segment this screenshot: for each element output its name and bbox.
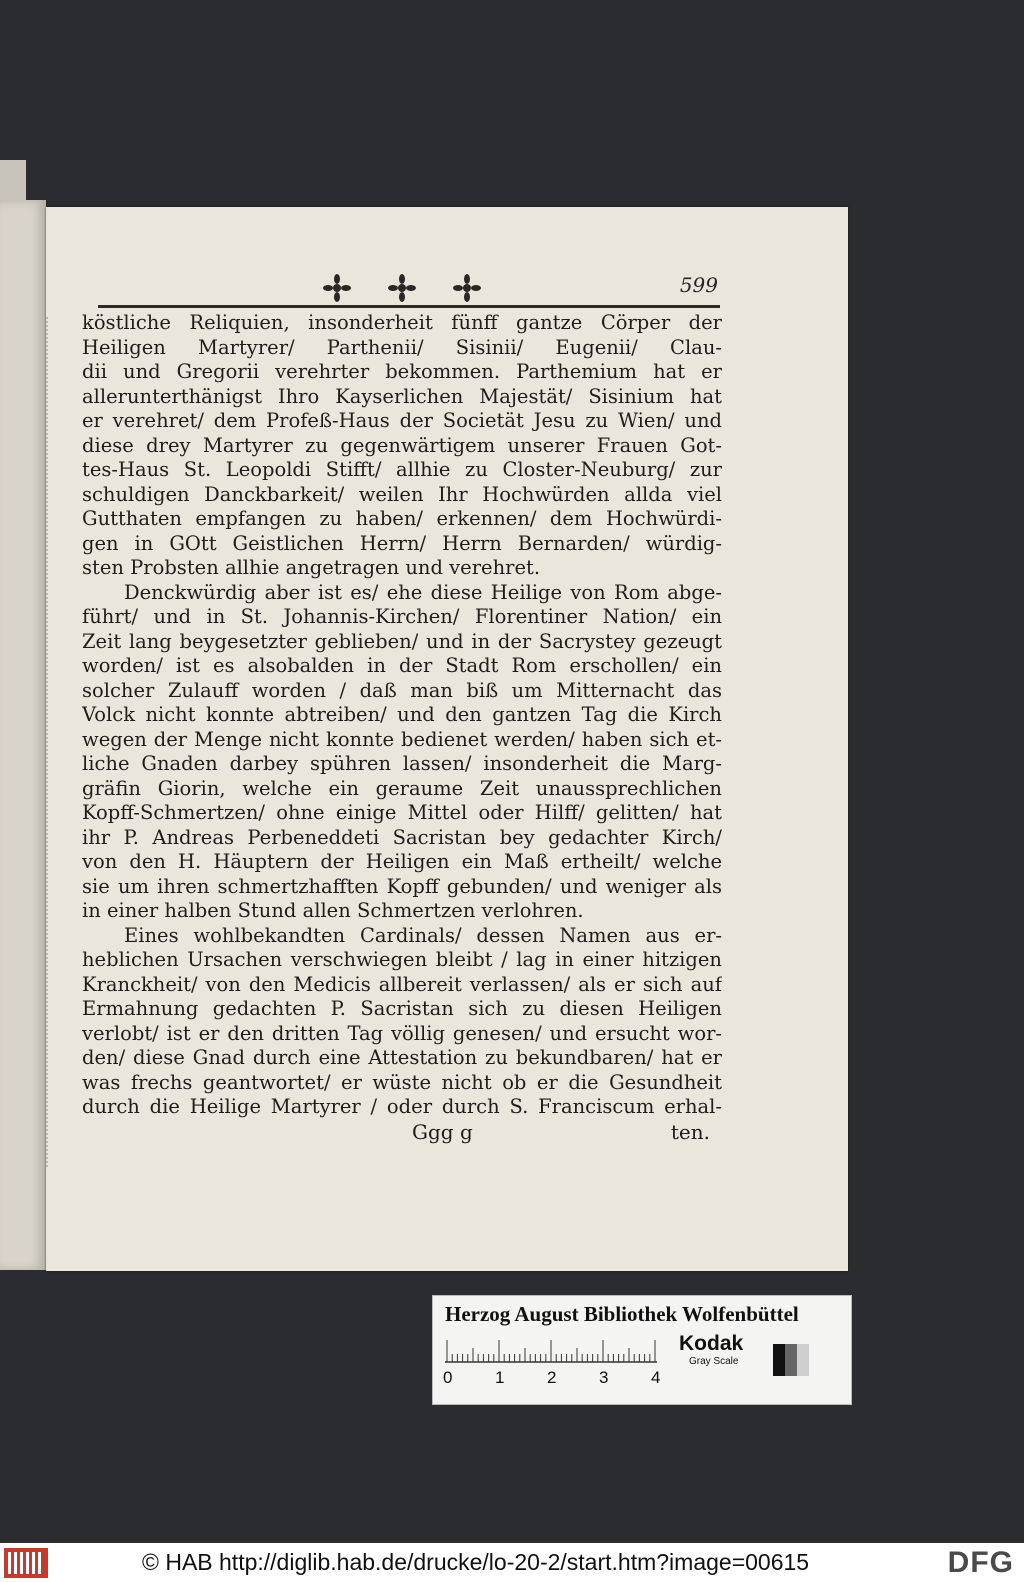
text-line: verlobt/ ist er den dritten Tag völlig genesen/ und ersucht wor- bbox=[82, 1021, 722, 1045]
text-line: gen in GOtt Geistlichen Herrn/ Herrn Bernarden/ würdig- bbox=[82, 531, 722, 555]
fleuron-icon bbox=[452, 273, 482, 303]
text-line: den/ diese Gnad durch eine Attestation zu bekundbaren/ hat er bbox=[82, 1046, 722, 1069]
scanned-page bbox=[46, 207, 848, 1271]
text-line: solcher Zulauff worden / daß man biß um Mitternacht das bbox=[82, 678, 722, 702]
text-line: sie um ihren schmertzhafften Kopff gebunden/ und weniger als bbox=[82, 874, 722, 898]
text-line: heblichen Ursachen verschwiegen bleibt / lag in einer hitzigen bbox=[82, 948, 722, 971]
text-line: von den H. Häuptern der Heiligen ein Maß ertheilt/ welche bbox=[82, 850, 722, 873]
ruler-numbers bbox=[441, 1368, 663, 1390]
gutter-marks bbox=[46, 317, 52, 1167]
ruler-number: 3 bbox=[599, 1368, 609, 1387]
text-line: was frechs geantwortet/ er wüste nicht ob er die Gesundheit bbox=[82, 1070, 722, 1094]
fleuron-icon bbox=[322, 273, 352, 303]
text-line: er verehret/ dem Profeß-Haus der Societät Jesu zu Wien/ und bbox=[82, 409, 722, 432]
text-line: führt/ und in St. Johannis-Kirchen/ Florentiner Nation/ ein bbox=[82, 605, 722, 628]
text-line: tes-Haus St. Leopoldi Stifft/ allhie zu Closter-Neuburg/ zur bbox=[82, 458, 722, 481]
previous-page-edge bbox=[0, 200, 46, 1270]
text-line: Eines wohlbekandten Cardinals/ dessen Namen aus er- bbox=[124, 923, 722, 947]
text-line: ihr P. Andreas Perbeneddeti Sacristan bey gedachter Kirch/ bbox=[82, 825, 722, 849]
text-line: Heiligen Martyrer/ Parthenii/ Sisinii/ Eugenii/ Clau- bbox=[82, 335, 722, 359]
catchword: ten. bbox=[670, 1120, 710, 1144]
text-line: wegen der Menge nicht konnte bedienet werden/ haben sich et- bbox=[82, 727, 722, 751]
text-line: Zeit lang beygesetzter geblieben/ und in der Sacrystey gezeugt bbox=[82, 629, 722, 653]
body-text bbox=[82, 311, 722, 1120]
text-line: sten Probsten allhie angetragen und verehret. bbox=[82, 556, 541, 579]
text-line: gräfin Giorin, welche ein geraume Zeit unaussprechlichen bbox=[82, 776, 722, 800]
gray-patch bbox=[761, 1344, 809, 1376]
page-header bbox=[98, 273, 718, 305]
text-line: Kopff-Schmertzen/ ohne einige Mittel oder Hilff/ gelitten/ hat bbox=[82, 801, 722, 824]
library-name: Herzog August Bibliothek Wolfenbüttel bbox=[445, 1302, 799, 1326]
kodak-brand: Kodak bbox=[679, 1332, 744, 1355]
dfg-logo: DFG bbox=[947, 1546, 1014, 1579]
text-line: dii und Gregorii verehrter bekommen. Parthemium hat er bbox=[82, 360, 722, 383]
gray-scale-label: Gray Scale bbox=[689, 1356, 739, 1367]
page-number: 599 bbox=[679, 273, 718, 297]
text-line: Volck nicht konnte abtreiben/ und den gantzen Tag die Kirch bbox=[82, 703, 722, 726]
ruler-number: 0 bbox=[443, 1368, 453, 1387]
footer-bar bbox=[0, 1543, 1024, 1582]
text-line: in einer halben Stund allen Schmertzen verlohren. bbox=[82, 899, 584, 922]
text-line: allerunterthänigst Ihro Kayserlichen Majestät/ Sisinium hat bbox=[82, 384, 722, 408]
ruler-number: 4 bbox=[651, 1368, 661, 1387]
ruler-number: 1 bbox=[495, 1368, 505, 1387]
ruler-number: 2 bbox=[547, 1368, 557, 1387]
text-line: liche Gnaden darbey spühren lassen/ insonderheit die Marg- bbox=[82, 752, 722, 775]
text-line: diese drey Martyrer zu gegenwärtigem unserer Frauen Got- bbox=[82, 433, 722, 457]
fleuron-icon bbox=[387, 273, 417, 303]
text-line: Gutthaten empfangen zu haben/ erkennen/ dem Hochwürdi- bbox=[82, 507, 722, 530]
text-line: worden/ ist es alsobalden in der Stadt Rom erschollen/ ein bbox=[82, 654, 722, 677]
text-line: schuldigen Danckbarkeit/ weilen Ihr Hochwürden allda viel bbox=[82, 482, 722, 506]
text-line: Ermahnung gedachten P. Sacristan sich zu diesen Heiligen bbox=[82, 997, 722, 1020]
color-scale-card bbox=[432, 1295, 852, 1405]
header-ornaments bbox=[322, 273, 482, 303]
signature-line bbox=[82, 1120, 722, 1148]
text-line: Denckwürdig aber ist es/ ehe diese Heilige von Rom abge- bbox=[124, 580, 722, 604]
hab-logo-icon bbox=[4, 1548, 48, 1578]
ruler-scale bbox=[445, 1338, 657, 1364]
text-line: köstliche Reliquien, insonderheit fünff gantze Cörper der bbox=[82, 311, 722, 334]
signature-mark: Ggg g bbox=[412, 1120, 473, 1144]
text-line: durch die Heilige Martyrer / oder durch S. Franciscum erhal- bbox=[82, 1095, 722, 1118]
footer-credit: © HAB http://diglib.hab.de/drucke/lo-20-2/start.htm?image=00615 bbox=[142, 1549, 810, 1575]
header-rule bbox=[98, 305, 720, 308]
text-line: Kranckheit/ von den Medicis allbereit verlassen/ als er sich auf bbox=[82, 972, 722, 996]
